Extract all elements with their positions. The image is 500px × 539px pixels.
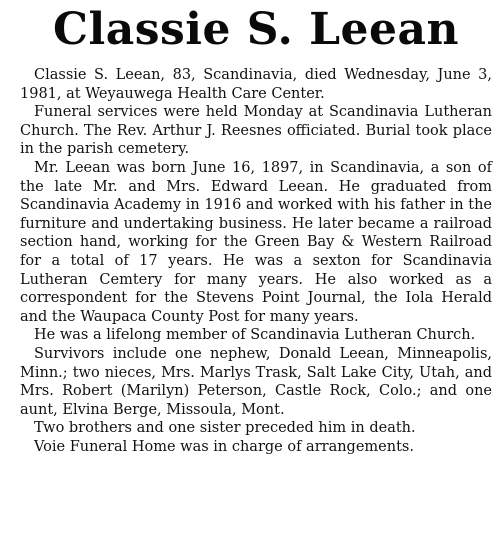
paragraph-funeral-services: Funeral services were held Monday at Scandinavia Lutheran Church. The Rev. Arthur J. Reesnes officiated. Burial took place in the parish cemetery. (20, 104, 492, 158)
paragraph-preceded-in-death: Two brothers and one sister preceded him in death. (34, 420, 416, 437)
paragraph-biography: Mr. Leean was born June 16, 1897, in Scandinavia, a son of the late Mr. and Mrs. Edward Leean. He graduated from Scandinavia Academy in 1916 and worked with his father in the furniture and undertaking business. He later became a railroad section hand, working for the Green Bay & Western Railroad for a total of 17 years. He was a sexton for Scandinavia Lutheran Cemtery for many years. He also worked as a correspondent for the Stevens Point Journal, the Iola Herald and the Waupaca County Post for many years. (20, 159, 492, 325)
headline: Classie S. Leean (52, 4, 460, 55)
paragraph-death-notice: Classie S. Leean, 83, Scandinavia, died Wednesday, June 3, 1981, at Weyauwega Health Care Center. (20, 67, 492, 102)
paragraph-arrangements: Voie Funeral Home was in charge of arrangements. (34, 438, 414, 455)
paragraph-survivors: Survivors include one nephew, Donald Leean, Minneapolis, Minn.; two nieces, Mrs. Marlys Trask, Salt Lake City, Utah, and Mrs. Robert (Marilyn) Peterson, Castle Rock, Colo.; and one aunt, Elvina Berge, Missoula, Mont. (20, 345, 492, 418)
article-body (20, 66, 492, 456)
paragraph-church-membership: He was a lifelong member of Scandinavia Lutheran Church. (34, 327, 476, 344)
